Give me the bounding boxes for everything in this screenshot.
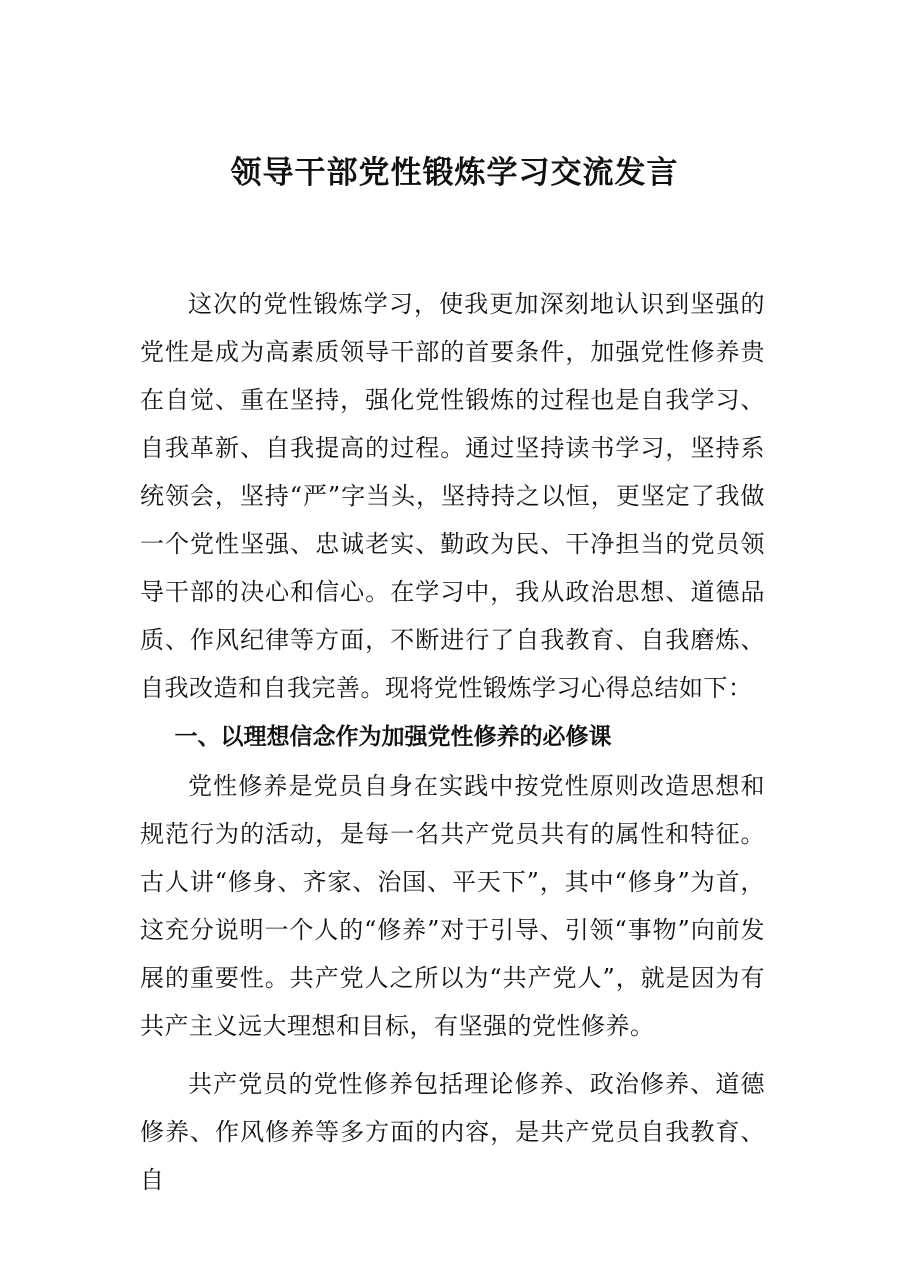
paragraph-section-1: 党性修养是党员自身在实践中按党性原则改造思想和规范行为的活动，是每一名共产党员共有的属性和特征。古人讲“修身、齐家、治国、平天下”，其中“修身”为首，这充分说明一个人的“修养”对于引导、引领“事物”向前发展的重要性。共产党人之所以为“共产党人”，就是因为有共产主义远大理想和目标，有坚强的党性修养。 <box>140 772 765 1040</box>
section-heading-1: 一、以理想信念作为加强党性修养的必修课 <box>174 724 612 750</box>
paragraph-section-1-continued: 共产党员的党性修养包括理论修养、政治修养、道德修养、作风修养等多方面的内容，是共产党员自我教育、自 <box>140 1070 765 1194</box>
document-body <box>140 280 765 1204</box>
document-title: 领导干部党性锻炼学习交流发言 <box>230 155 679 191</box>
paragraph-intro: 这次的党性锻炼学习，使我更加深刻地认识到坚强的党性是成为高素质领导干部的首要条件，加强党性修养贵在自觉、重在坚持，强化党性锻炼的过程也是自我学习、自我革新、自我提高的过程。通过坚持读书学习，坚持系统领会，坚持“严”字当头，坚持持之以恒，更坚定了我做一个党性坚强、忠诚老实、勤政为民、干净担当的党员领导干部的决心和信心。在学习中，我从政治思想、道德品质、作风纪律等方面，不断进行了自我教育、自我磨炼、自我改造和自我完善。现将党性锻炼学习心得总结如下： <box>140 290 765 702</box>
